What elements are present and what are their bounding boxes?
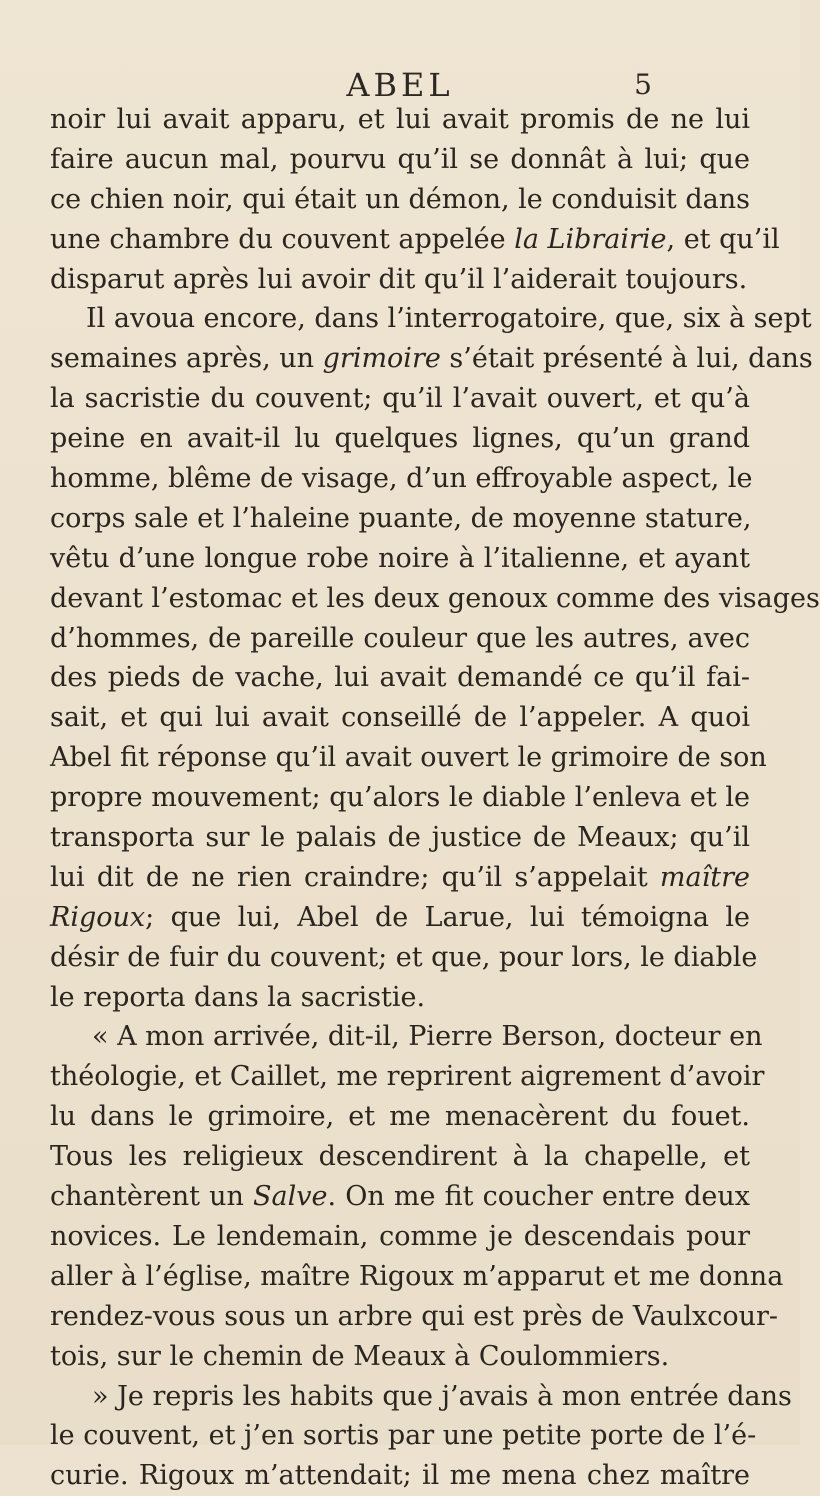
text-line: d’hommes, de pareille couleur que les autres, avec xyxy=(50,622,750,654)
text-line: devant l’estomac et les deux genoux comme des visages xyxy=(50,582,820,614)
text-line: aller à l’église, maître Rigoux m’apparut et me donna xyxy=(50,1260,784,1292)
running-head: ABEL xyxy=(346,66,454,104)
text-line: rendez-vous sous un arbre qui est près de Vaulxcour- xyxy=(50,1300,779,1332)
text-line: Il avoua encore, dans l’interrogatoire, que, six à sept xyxy=(86,303,812,335)
text-line: des pieds de vache, lui avait demandé ce qu’il fai- xyxy=(50,662,750,694)
text-line: novices. Le lendemain, comme je descendais pour xyxy=(50,1220,750,1252)
text-line: » Je repris les habits que j’avais à mon entrée dans xyxy=(92,1380,792,1412)
page-header xyxy=(0,66,800,102)
text-line: la sacristie du couvent; qu’il l’avait ouvert, et qu’à xyxy=(50,383,750,415)
text-line: disparut après lui avoir dit qu’il l’aiderait toujours. xyxy=(50,263,748,295)
text-line: le reporta dans la sacristie. xyxy=(50,981,426,1013)
text-run: lui dit de ne rien craindre; qu’il s’appelait xyxy=(50,861,660,893)
text-line: Abel fit réponse qu’il avait ouvert le grimoire de son xyxy=(50,742,767,774)
text-line: homme, blême de visage, d’un effroyable aspect, le xyxy=(50,463,753,495)
text-line: propre mouvement; qu’alors le diable l’enleva et le xyxy=(50,782,750,814)
italic-text: maître xyxy=(659,861,750,893)
text-line: curie. Rigoux m’attendait; il me mena chez maître xyxy=(50,1460,750,1492)
text-line: le couvent, et j’en sortis par une petite porte de l’é- xyxy=(50,1420,757,1452)
text-run: , et qu’il xyxy=(666,223,780,255)
text-line: peine en avait-il lu quelques lignes, qu’un grand xyxy=(50,423,750,455)
text-line: faire aucun mal, pourvu qu’il se donnât à lui; que xyxy=(50,143,750,175)
text-line: théologie, et Caillet, me reprirent aigrement d’avoir xyxy=(50,1061,765,1093)
italic-text: Salve xyxy=(253,1181,328,1213)
text-run: ; que lui, Abel de Larue, lui témoigna le xyxy=(145,901,750,933)
text-line: ce chien noir, qui était un démon, le conduisit dans xyxy=(50,183,750,215)
text-line xyxy=(50,339,813,379)
text-line xyxy=(50,898,750,938)
text-run: une chambre du couvent appelée xyxy=(50,223,515,255)
body-text xyxy=(50,100,820,1496)
italic-text: la Librairie xyxy=(514,223,667,255)
text-line xyxy=(50,1177,750,1217)
text-line: Tous les religieux descendirent à la chapelle, et xyxy=(50,1141,750,1173)
text-line: « A mon arrivée, dit-il, Pierre Berson, docteur en xyxy=(92,1021,763,1053)
text-run: chantèrent un xyxy=(50,1181,254,1213)
text-line: transporta sur le palais de justice de Meaux; qu’il xyxy=(50,822,750,854)
italic-text: Rigoux xyxy=(50,901,146,933)
italic-text: grimoire xyxy=(322,343,441,375)
text-line: désir de fuir du couvent; et que, pour lors, le diable xyxy=(50,941,758,973)
text-line: lu dans le grimoire, et me menacèrent du fouet. xyxy=(50,1101,750,1133)
text-run: . On me fit coucher entre deux xyxy=(327,1181,750,1213)
text-line: tois, sur le chemin de Meaux à Coulommiers. xyxy=(50,1340,670,1372)
text-line: noir lui avait apparu, et lui avait promis de ne lui xyxy=(50,104,750,135)
text-run: semaines après, un xyxy=(50,343,323,375)
text-line xyxy=(50,858,750,898)
text-line: corps sale et l’haleine puante, de moyenne stature, xyxy=(50,502,752,534)
text-line: vêtu d’une longue robe noire à l’italienne, et ayant xyxy=(50,542,750,574)
text-run: s’était présenté à lui, dans xyxy=(440,343,813,375)
text-line: sait, et qui lui avait conseillé de l’appeler. A quoi xyxy=(50,702,750,734)
text-line xyxy=(50,220,780,260)
page-number: 5 xyxy=(634,68,652,101)
